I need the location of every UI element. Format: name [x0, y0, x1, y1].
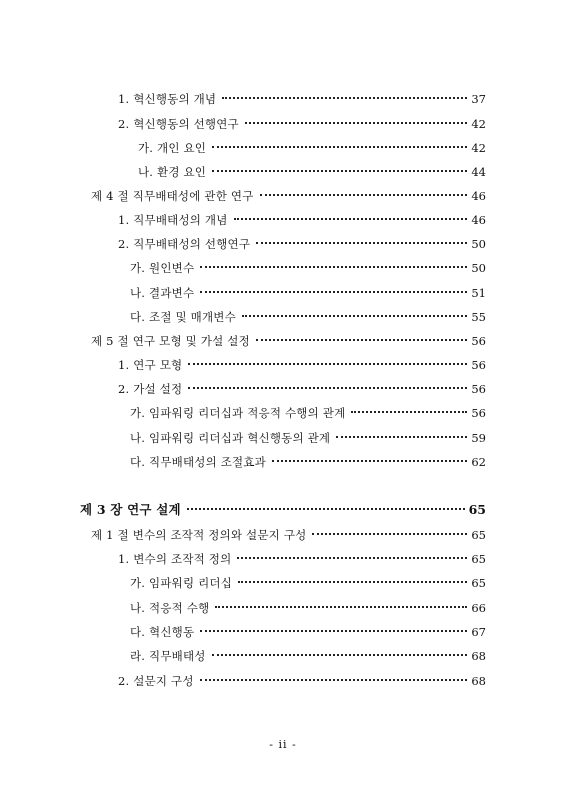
toc-entry-label: 다. 조절 및 매개변수 [130, 310, 236, 324]
toc-entry[interactable] [130, 260, 486, 276]
toc-entry-page: 50 [471, 261, 486, 275]
toc-entry-label: 나. 임파워링 리더십과 혁신행동의 관계 [130, 431, 331, 445]
toc-entry-label: 1. 변수의 조작적 정의 [118, 552, 232, 566]
toc-entry-label: 나. 환경 요인 [138, 165, 207, 179]
toc-entry-page: 56 [471, 406, 486, 420]
toc-entry-page: 56 [471, 382, 486, 396]
toc-entry-label: 나. 적응적 수행 [130, 601, 210, 615]
toc-entry[interactable] [118, 236, 486, 252]
toc-chapter[interactable] [80, 502, 486, 518]
dot-leader [200, 266, 467, 268]
toc-entry-label: 2. 설문지 구성 [118, 674, 194, 688]
toc-entry-label: 가. 개인 요인 [138, 141, 207, 155]
dot-leader [222, 97, 467, 99]
toc-entry[interactable] [130, 600, 486, 616]
toc-entry-label: 제 1 절 변수의 조작적 정의와 설문지 구성 [91, 528, 307, 542]
toc-entry[interactable] [130, 430, 486, 446]
toc-entry-label: 2. 가설 설정 [118, 382, 183, 396]
dot-leader [238, 581, 467, 583]
toc-entry[interactable] [118, 551, 486, 567]
toc-entry[interactable] [130, 285, 486, 301]
toc-entry-label: 다. 직무배태성의 조절효과 [130, 455, 266, 469]
toc-section[interactable] [91, 527, 486, 543]
dot-leader [200, 630, 467, 632]
toc-entry-label: 제 4 절 직무배태성에 관한 연구 [91, 189, 254, 203]
toc-entry-label: 가. 임파워링 리더십과 적응적 수행의 관계 [130, 406, 346, 420]
toc-entry-label: 2. 직무배태성의 선행연구 [118, 237, 251, 251]
toc-entry-page: 56 [471, 334, 486, 348]
toc-entry[interactable] [118, 116, 486, 132]
toc-entry[interactable] [138, 140, 486, 156]
toc-entry[interactable] [130, 648, 486, 664]
toc-entry-label: 다. 혁신행동 [130, 625, 195, 639]
toc-entry-page: 46 [471, 213, 486, 227]
toc-entry-label: 제 5 절 연구 모형 및 가설 설정 [91, 334, 250, 348]
toc-entry-page: 66 [471, 601, 486, 615]
toc-entry-label: 1. 연구 모형 [118, 358, 183, 372]
dot-leader [215, 606, 467, 608]
toc-entry-page: 51 [471, 286, 486, 300]
dot-leader [260, 194, 468, 196]
dot-leader [212, 170, 467, 172]
toc-entry[interactable] [138, 164, 486, 180]
page-number: - ii - [269, 738, 297, 751]
dot-leader [336, 436, 467, 438]
toc-entry-label: 가. 원인변수 [130, 261, 195, 275]
toc-entry-page: 65 [471, 552, 486, 566]
toc-entry-label: 1. 직무배태성의 개념 [118, 213, 228, 227]
toc-entry[interactable] [118, 91, 486, 107]
toc-entry-page: 42 [471, 117, 486, 131]
toc-entry[interactable] [118, 357, 486, 373]
dot-leader [256, 339, 467, 341]
toc-entry[interactable] [130, 575, 486, 591]
dot-leader [212, 146, 467, 148]
toc-entry[interactable] [118, 212, 486, 228]
toc-entry-label: 가. 임파워링 리더십 [130, 576, 233, 590]
toc-entry[interactable] [118, 673, 486, 689]
toc-entry-page: 37 [471, 92, 486, 106]
toc-entry[interactable] [118, 381, 486, 397]
dot-leader [272, 460, 467, 462]
dot-leader [187, 508, 465, 510]
dot-leader [234, 218, 468, 220]
toc-entry-page: 42 [471, 141, 486, 155]
dot-leader [245, 122, 467, 124]
toc-entry-page: 67 [471, 625, 486, 639]
toc-entry[interactable] [130, 454, 486, 470]
toc-section[interactable] [91, 333, 486, 349]
toc-entry-page: 68 [471, 674, 486, 688]
toc-entry-page: 65 [471, 528, 486, 542]
toc-entry-page: 65 [471, 576, 486, 590]
dot-leader [200, 291, 467, 293]
toc-entry[interactable] [130, 309, 486, 325]
toc-entry-page: 44 [471, 165, 486, 179]
dot-leader [256, 242, 467, 244]
toc-entry[interactable] [130, 624, 486, 640]
toc-entry-page: 55 [471, 310, 486, 324]
toc-entry-page: 56 [471, 358, 486, 372]
toc-entry-label: 제 3 장 연구 설계 [80, 502, 181, 517]
toc-entry-page: 62 [471, 455, 486, 469]
dot-leader [312, 533, 467, 535]
dot-leader [200, 679, 468, 681]
toc-entry-page: 59 [471, 431, 486, 445]
dot-leader [237, 557, 467, 559]
dot-leader [212, 654, 468, 656]
dot-leader [188, 387, 467, 389]
toc-entry-label: 나. 결과변수 [130, 286, 195, 300]
toc-entry-label: 라. 직무배태성 [130, 649, 206, 663]
toc-entry[interactable] [130, 405, 486, 421]
toc-entry-page: 50 [471, 237, 486, 251]
toc-section[interactable] [91, 188, 486, 204]
toc-entry-label: 2. 혁신행동의 선행연구 [118, 117, 239, 131]
toc-entry-page: 68 [471, 649, 486, 663]
dot-leader [242, 315, 467, 317]
toc-entry-page: 46 [471, 189, 486, 203]
dot-leader [188, 363, 467, 365]
toc-entry-label: 1. 혁신행동의 개념 [118, 92, 217, 106]
dot-leader [351, 411, 467, 413]
toc-entry-page: 65 [468, 502, 486, 517]
